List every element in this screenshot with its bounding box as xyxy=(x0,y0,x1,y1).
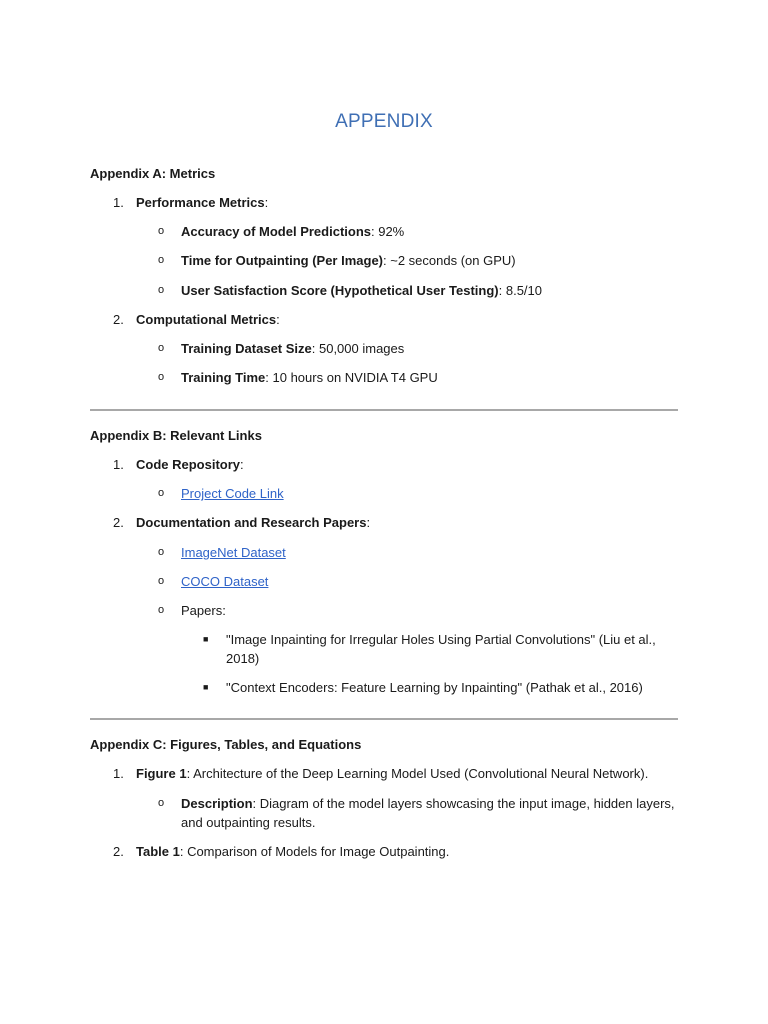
circle-bullet-icon: o xyxy=(158,575,165,587)
list-item-label: Figure 1 xyxy=(136,766,187,781)
list-number: 2. xyxy=(113,844,124,859)
list-item-figure-1 xyxy=(136,764,648,783)
coco-dataset-link[interactable]: COCO Dataset xyxy=(181,574,269,589)
list-item-label: Performance Metrics xyxy=(136,195,265,210)
metric-label: Training Dataset Size xyxy=(181,341,312,356)
metric-value: : ~2 seconds (on GPU) xyxy=(383,253,516,268)
page-title: APPENDIX xyxy=(335,111,433,132)
square-bullet-icon: ■ xyxy=(203,682,209,692)
list-item-training-time xyxy=(181,368,438,387)
list-item-suffix: : xyxy=(240,457,244,472)
list-item-value: : Comparison of Models for Image Outpainting. xyxy=(179,844,450,859)
square-bullet-icon: ■ xyxy=(203,634,209,644)
section-heading-appendix-a: Appendix A: Metrics xyxy=(90,166,216,181)
description-label: Description xyxy=(181,796,253,811)
list-number: 2. xyxy=(113,312,124,327)
horizontal-divider xyxy=(90,718,678,720)
metric-value: : 10 hours on NVIDIA T4 GPU xyxy=(265,370,438,385)
circle-bullet-icon: o xyxy=(158,487,165,499)
list-item-time-outpainting xyxy=(181,251,516,270)
list-number: 1. xyxy=(113,766,124,781)
list-item-accuracy xyxy=(181,222,404,241)
list-item-suffix: : xyxy=(276,312,280,327)
list-item-label: Code Repository xyxy=(136,457,241,472)
list-item-description xyxy=(181,794,675,813)
list-number: 1. xyxy=(113,457,124,472)
metric-value: : 92% xyxy=(371,224,405,239)
list-item-table-1 xyxy=(136,842,449,861)
project-code-link[interactable]: Project Code Link xyxy=(181,486,284,501)
circle-bullet-icon: o xyxy=(158,797,165,809)
circle-bullet-icon: o xyxy=(158,254,165,266)
list-item-code-repository xyxy=(136,455,244,474)
papers-label: Papers: xyxy=(181,603,226,618)
paper-citation-line: "Image Inpainting for Irregular Holes Using Partial Convolutions" (Liu et al., xyxy=(226,632,656,647)
metric-value: : 50,000 images xyxy=(311,341,405,356)
list-item-computational-metrics xyxy=(136,310,280,329)
paper-citation-line: "Context Encoders: Feature Learning by Inpainting" (Pathak et al., 2016) xyxy=(226,680,643,695)
list-number: 2. xyxy=(113,515,124,530)
metric-label: Time for Outpainting (Per Image) xyxy=(181,253,384,268)
circle-bullet-icon: o xyxy=(158,604,165,616)
list-item-value: : Architecture of the Deep Learning Model Used (Convolutional Neural Network). xyxy=(186,766,649,781)
list-item-label: Table 1 xyxy=(136,844,180,859)
metric-label: Training Time xyxy=(181,370,266,385)
section-heading-appendix-b: Appendix B: Relevant Links xyxy=(90,428,262,443)
circle-bullet-icon: o xyxy=(158,284,165,296)
section-heading-appendix-c: Appendix C: Figures, Tables, and Equations xyxy=(90,737,362,752)
description-text-continued: and outpainting results. xyxy=(181,815,316,830)
circle-bullet-icon: o xyxy=(158,546,165,558)
circle-bullet-icon: o xyxy=(158,371,165,383)
list-item-suffix: : xyxy=(264,195,269,210)
list-item-label: Documentation and Research Papers xyxy=(136,515,367,530)
list-item-performance-metrics xyxy=(136,193,268,212)
imagenet-dataset-link[interactable]: ImageNet Dataset xyxy=(181,545,286,560)
list-item-user-satisfaction xyxy=(181,281,542,300)
list-item-documentation xyxy=(136,513,370,532)
circle-bullet-icon: o xyxy=(158,342,165,354)
list-item-label: Computational Metrics xyxy=(136,312,277,327)
list-item-suffix: : xyxy=(366,515,371,530)
list-number: 1. xyxy=(113,195,124,210)
metric-label: User Satisfaction Score (Hypothetical User Testing) xyxy=(181,283,499,298)
paper-citation-line: 2018) xyxy=(226,651,260,666)
list-item-dataset-size xyxy=(181,339,404,358)
circle-bullet-icon: o xyxy=(158,225,165,237)
description-text: : Diagram of the model layers showcasing the input image, hidden layers, xyxy=(252,796,675,811)
metric-value: : 8.5/10 xyxy=(498,283,542,298)
horizontal-divider xyxy=(90,409,678,411)
metric-label: Accuracy of Model Predictions xyxy=(181,224,371,239)
